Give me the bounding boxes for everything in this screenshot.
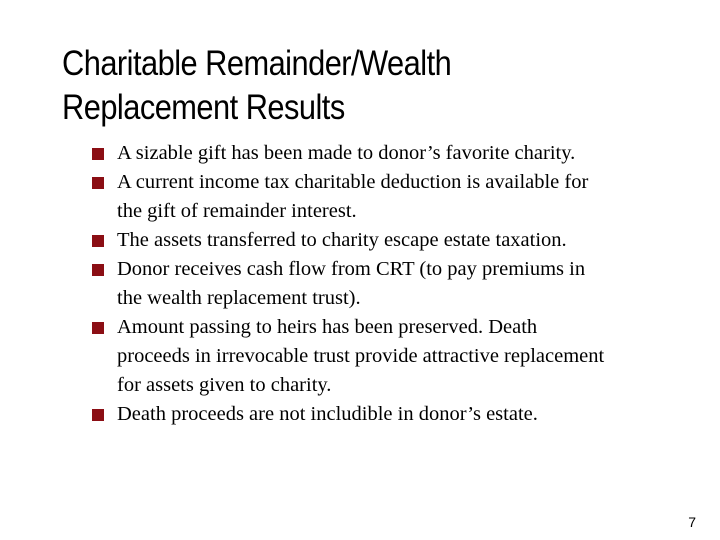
bullet-item (92, 226, 692, 255)
bullet-item (92, 139, 692, 168)
bullet-item (92, 255, 692, 313)
slide-title-line: Charitable Remainder/Wealth (62, 44, 452, 83)
bullet-item (92, 400, 692, 429)
square-bullet-icon (92, 409, 104, 421)
square-bullet-icon (92, 177, 104, 189)
bullet-text-line: A sizable gift has been made to donor’s favorite charity. (117, 142, 576, 164)
bullet-text-line: Amount passing to heirs has been preserved. Death (117, 316, 538, 338)
bullet-text-line: proceeds in irrevocable trust provide attractive replacement (117, 345, 605, 367)
square-bullet-icon (92, 148, 104, 160)
bullet-text-line: Death proceeds are not includible in donor’s estate. (117, 403, 538, 425)
slide-title-line: Replacement Results (62, 88, 345, 127)
bullet-text-line: for assets given to charity. (117, 374, 332, 396)
bullet-list (92, 139, 692, 429)
bullet-text-line: The assets transferred to charity escape estate taxation. (117, 229, 567, 251)
square-bullet-icon (92, 235, 104, 247)
square-bullet-icon (92, 322, 104, 334)
bullet-text-line: A current income tax charitable deduction is available for (117, 171, 589, 193)
bullet-text-line: the wealth replacement trust). (117, 287, 361, 309)
square-bullet-icon (92, 264, 104, 276)
bullet-item (92, 168, 692, 226)
bullet-item (92, 313, 692, 400)
bullet-text-line: the gift of remainder interest. (117, 200, 357, 222)
slide-title (62, 42, 608, 130)
page-number: 7 (688, 514, 696, 530)
bullet-text-line: Donor receives cash flow from CRT (to pay premiums in (117, 258, 586, 280)
